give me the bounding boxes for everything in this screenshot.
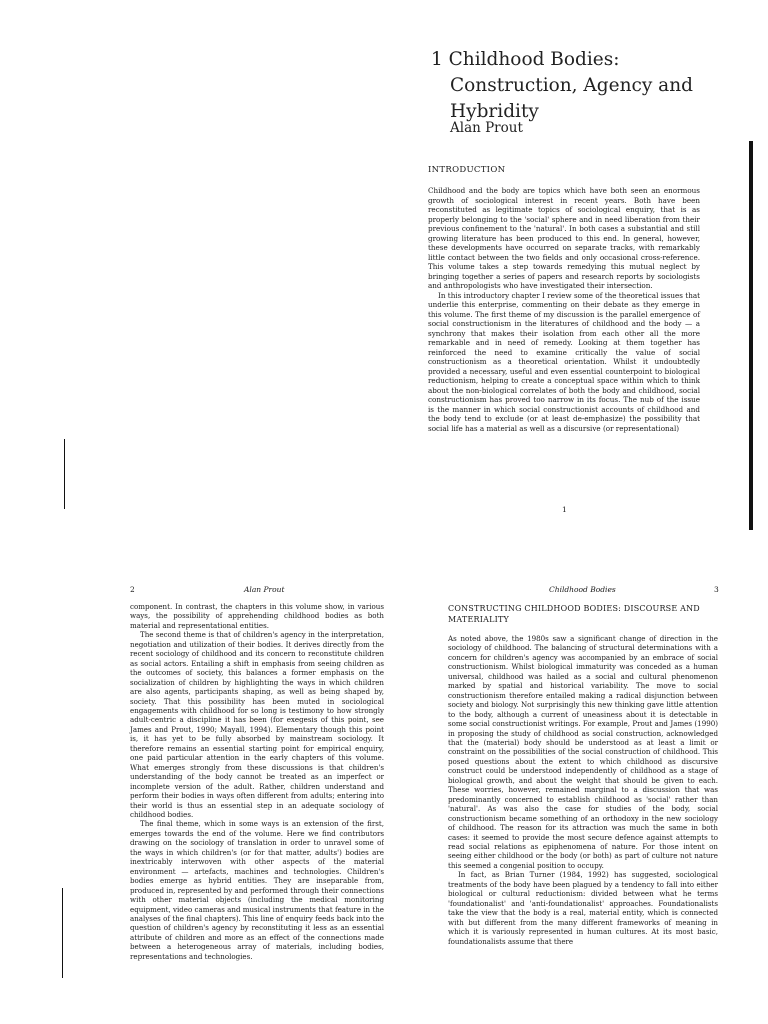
page-1-body (428, 186, 700, 433)
body-paragraph: The final theme, which in some ways is an extension of the first, emerges towards the end of the volume. Here we find contributors drawing on the sociology of translation in order to unravel some of the ways in which children's (or for that matter, adults') bodies are inextricably interwoven with other aspects of the material environment — artefacts, machines and technologies. Children's bodies emerge as hybrid entities. They are inseparable from, produced in, represented by and performed through their connections with other material objects (including the medical monitoring equipment, video cameras and musical instruments that feature in the analyses of the final chapters). This line of enquiry feeds back into the question of children's agency by reconstituting it less as an essential attribute of children and more as an effect of the connections made between a heterogeneous array of materials, including bodies, representations and technologies. (130, 819, 384, 961)
page-3 (384, 578, 768, 1024)
section-heading: CONSTRUCTING CHILDHOOD BODIES: DISCOURSE AND MATERIALITY (448, 604, 700, 624)
page-number: 2 (130, 585, 135, 594)
running-head: Alan Prout (244, 585, 285, 594)
running-head: Childhood Bodies (549, 585, 616, 594)
body-paragraph: In fact, as Brian Turner (1984, 1992) has suggested, sociological treatments of the body have been plagued by a tendency to fall into either biological or cultural reductionism: divided between what he terms 'foundationalist' and 'anti-foundationalist' approaches. Foundationalists take the view that the body is a real, material entity, which is connected with but different from the many different frameworks of meaning in which it is variously represented in human cultures. At its most basic, foundationalists assume that there (448, 870, 718, 946)
body-paragraph: As noted above, the 1980s saw a significant change of direction in the sociology of childhood. The balancing of structural determinations with a concern for children's agency was accompanied by an embrace of social constructionism. Whilst biological immaturity was conceded as a human universal, childhood was hailed as a social and cultural phenomenon marked by spatial and historical variability. The move to social constructionism therefore entailed making a radical disjunction between society and biology. Not surprisingly this new thinking gave little attention to the body, although a current of uneasiness about it is detectable in some social constructionist writings. For example, Prout and James (1990) in proposing the study of childhood as social construction, acknowledged that the (material) body should be understood as at least a limit or constraint on the possibilities of the social construction of childhood. This posed questions about the extent to which childhood as discursive construct could be understood independently of childhood as a stage of biological growth, and about the weight that should be given to each. These worries, however, remained marginal to a discussion that was predominantly concerned to establish childhood as 'social' rather than 'natural'. As was also the case for studies of the body, social constructionism became something of an orthodoxy in the new sociology of childhood. The reason for its attraction was much the same in both cases: it seemed to provide the most secure defence against attempts to read social relations as epiphenomena of nature. For those intent on seeing either childhood or the body (or both) as part of culture not nature this seemed a congenial position to occupy. (448, 634, 718, 870)
page-number: 3 (714, 585, 719, 594)
page-2-body (130, 602, 384, 961)
chapter-title-line-2: Construction, Agency and (450, 75, 693, 96)
introduction-heading: INTRODUCTION (428, 165, 506, 175)
chapter-title (431, 47, 761, 125)
binding-edge (62, 888, 63, 978)
chapter-title-line-1: 1 Childhood Bodies: (431, 49, 620, 70)
body-paragraph: The second theme is that of children's agency in the interpretation, negotiation and utilization of their bodies. It derives directly from the recent sociology of childhood and its concern to reconstitute children as social actors. Entailing a shift in emphasis from seeing children as the outcomes of society, this balances a former emphasis on the socialization of children by highlighting the ways in which children are also agents, participants shaping, as well as being shaped by, society. That this possibility has been muted in sociological engagements with childhood for so long is testimony to how strongly adult-centric a discipline it has been (for exegesis of this point, see James and Prout, 1990; Mayall, 1994). Elementary though this point is, it has yet to be fully absorbed by mainstream sociology. It therefore remains an essential starting point for empirical enquiry, one paid particular attention in the early chapters of this volume. What emerges strongly from these discussions is that children's understanding of the body cannot be treated as an imperfect or incomplete version of the adult. Rather, children understand and perform their bodies in ways often different from adults; entering into their world is thus an essential step in an adequate sociology of childhood bodies. (130, 630, 384, 819)
body-paragraph: In this introductory chapter I review some of the theoretical issues that underlie this enterprise, commenting on their debate as they emerge in this volume. The first theme of my discussion is the parallel emergence of social constructionism in the literatures of childhood and the body — a synchrony that makes their isolation from each other all the more remarkable and in need of remedy. Looking at them together has reinforced the need to examine critically the value of social constructionism as a theoretical orientation. Whilst it undoubtedly provided a necessary, useful and even essential counterpoint to biological reductionism, helping to create a conceptual space within which to think about the non-biological correlates of both the body and childhood, social constructionism has proved too narrow in its focus. The nub of the issue is the manner in which social constructionist accounts of childhood and the body tend to exclude (or at least de-emphasize) the possibility that social life has a material as well as a discursive (or representational) (428, 290, 700, 433)
page-2 (0, 578, 384, 1024)
page-3-body (448, 634, 718, 946)
body-paragraph: Childhood and the body are topics which have both seen an enormous growth of sociological interest in recent years. Both have been reconstituted as legitimate topics of sociological enquiry, that is as properly belonging to the 'social' sphere and in need liberation from their previous confinement to the 'natural'. In both cases a substantial and still growing literature has been produced to this end. In general, however, these developments have occurred on separate tracks, with remarkably little contact between the two fields and only occasional cross-reference. This volume takes a step towards remedying this mutual neglect by bringing together a series of papers and research reports by sociologists and anthropologists who have investigated their intersection. (428, 186, 700, 290)
binding-edge (749, 141, 753, 530)
body-paragraph: component. In contrast, the chapters in this volume show, in various ways, the possibility of apprehending childhood bodies as both material and representational entities. (130, 602, 384, 630)
chapter-author: Alan Prout (450, 120, 523, 136)
page-number: 1 (562, 505, 567, 514)
chapter-title-line-3: Hybridity (450, 101, 539, 122)
binding-edge (64, 439, 65, 509)
